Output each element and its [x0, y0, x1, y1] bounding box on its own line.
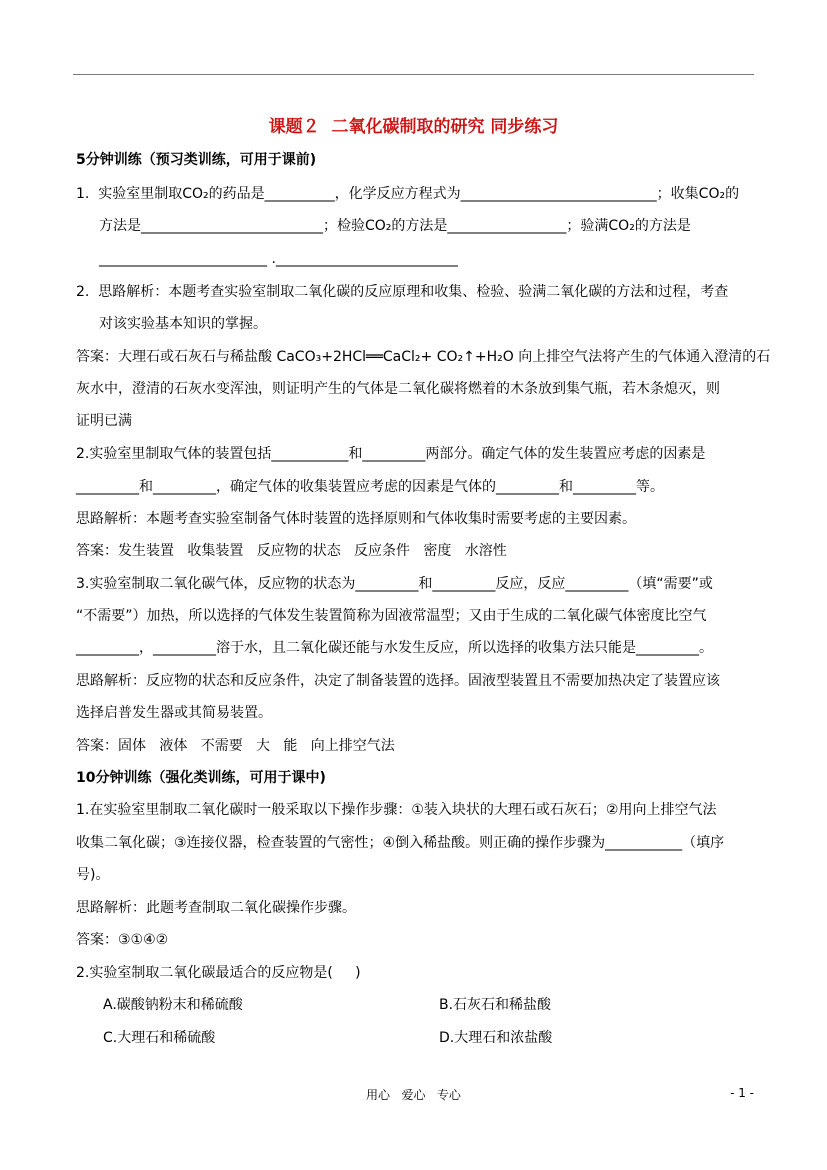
answer-line: 证明已满: [76, 413, 132, 429]
question-line: 2.实验室里制取气体的装置包括___________和_________两部分。确定气体的发生装置应考虑的因素是: [76, 446, 706, 462]
option-b: B.石灰石和稀盐酸: [439, 997, 552, 1013]
option-d: D.大理石和浓盐酸: [439, 1030, 553, 1046]
option-a: A.碳酸钠粉末和稀硫酸: [103, 997, 243, 1013]
answer-line: 答案：③①④②: [76, 932, 169, 948]
answer-line: 答案：固体 液体 不需要 大 能 向上排空气法: [76, 738, 395, 754]
question-line: “不需要”）加热，所以选择的气体发生装置简称为固液常温型；又由于生成的二氧化碳气体密度比空气: [76, 608, 707, 624]
question-line: 号)。: [76, 867, 110, 883]
header-rule: [73, 74, 754, 75]
question-line: 2.实验室制取二氧化碳最适合的反应物是( ): [76, 965, 361, 981]
footer-motto: 用心 爱心 专心: [366, 1088, 461, 1102]
analysis-line: 思路解析：此题考查制取二氧化碳操作步骤。: [76, 900, 356, 916]
page-title: 课题２ 二氧化碳制取的研究 同步练习: [268, 117, 559, 137]
analysis-line: 思路解析：本题考查实验室制备气体时装置的选择原则和气体收集时需要考虑的主要因素。: [76, 511, 636, 527]
section-heading: 5分钟训练（预习类训练，可用于课前): [76, 152, 317, 168]
question-line: 3.实验室制取二氧化碳气体，反应物的状态为_________和_________反应，反应_________（填“需要”或: [76, 576, 713, 592]
question-line: 收集二氧化碳；③连接仪器，检查装置的气密性；④倒入稀盐酸。则正确的操作步骤为___________（填序: [76, 835, 725, 851]
analysis-line: 2. 思路解析：本题考查实验室制取二氧化碳的反应原理和收集、检验、验满二氧化碳的方法和过程，考查: [76, 284, 729, 300]
analysis-line: 对该实验基本知识的掌握。: [99, 316, 267, 332]
question-line: 方法是__________________________；检验CO₂的方法是_________________；验满CO₂的方法是: [99, 218, 691, 234]
analysis-line: 思路解析：反应物的状态和反应条件，决定了制备装置的选择。固液型装置且不需要加热决定了装置应该: [76, 673, 720, 689]
page-number: - 1 -: [730, 1086, 754, 1100]
blank-line: ________________________ .__________________________: [99, 251, 458, 267]
option-c: C.大理石和稀硫酸: [103, 1030, 216, 1046]
question-line: _________和_________，确定气体的收集装置应考虑的因素是气体的_________和_________等。: [76, 479, 664, 495]
question-line: _________，_________溶于水，且二氧化碳还能与水发生反应，所以选择的收集方法只能是_________。: [76, 640, 713, 656]
answer-line: 灰水中，澄清的石灰水变浑浊，则证明产生的气体是二氧化碳将燃着的木条放到集气瓶，若木条熄灭，则: [76, 381, 720, 397]
question-line: 1. 实验室里制取CO₂的药品是__________，化学反应方程式为____________________________；收集CO₂的: [76, 186, 740, 202]
answer-line: 答案：发生装置 收集装置 反应物的状态 反应条件 密度 水溶性: [76, 543, 507, 559]
answer-line: 答案：大理石或石灰石与稀盐酸 CaCO₃+2HCl══CaCl₂+ CO₂↑+H₂O 向上排空气法将产生的气体通入澄清的石: [76, 349, 771, 365]
analysis-line: 选择启普发生器或其简易装置。: [76, 705, 272, 721]
section-heading: 10分钟训练（强化类训练，可用于课中): [76, 770, 326, 786]
question-line: 1.在实验室里制取二氧化碳时一般采取以下操作步骤：①装入块状的大理石或石灰石；②用向上排空气法: [76, 802, 717, 818]
